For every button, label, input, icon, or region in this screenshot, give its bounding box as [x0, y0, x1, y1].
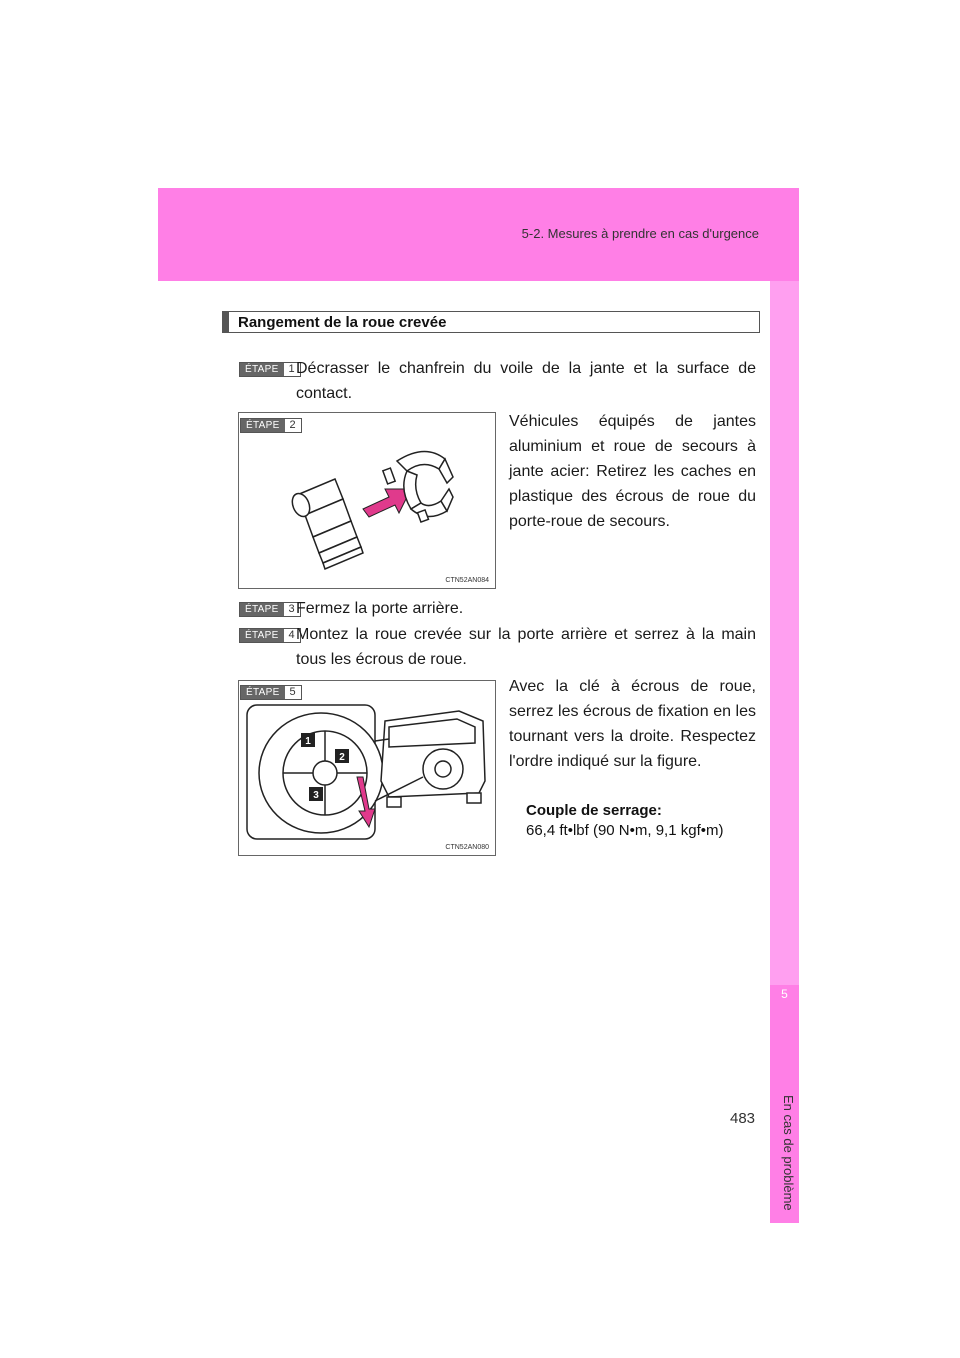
spare-tire-illustration: [239, 681, 495, 855]
section-bar-accent: [223, 312, 229, 332]
header-section-title: 5-2. Mesures à prendre en cas d'urgence: [521, 226, 759, 241]
step-badge-1: [239, 362, 301, 377]
section-title: Rangement de la roue crevée: [238, 314, 447, 331]
wheel-nut-cap-illustration: [239, 413, 495, 588]
step-badge-label: ÉTAPE: [241, 686, 285, 699]
chapter-number: 5: [781, 987, 788, 1001]
figure-step-2: [238, 412, 496, 589]
step-badge-label: ÉTAPE: [240, 363, 284, 376]
chapter-side-tab: [770, 281, 799, 1211]
step-badge-label: ÉTAPE: [240, 629, 284, 642]
step-badge-number: 5: [285, 686, 301, 699]
callout-1: 1: [305, 736, 311, 747]
step-2-text: Véhicules équipés de jantes aluminium et roue de secours à jante acier: Retirez les caches en plastique des écrous de roue du porte-roue de secours.: [509, 413, 756, 530]
figure-step-5: [238, 680, 496, 856]
figure-code: CTN52AN084: [445, 577, 489, 584]
header-band: [158, 188, 799, 281]
step-badge-4: [239, 628, 301, 643]
step-3-text: Fermez la porte arrière.: [296, 600, 464, 617]
step-badge-label: ÉTAPE: [240, 603, 284, 616]
callout-3: 3: [313, 790, 319, 801]
step-badge-3: [239, 602, 301, 617]
torque-value: 66,4 ft•lbf (90 N•m, 9,1 kgf•m): [526, 822, 724, 839]
step-badge-number: 2: [285, 419, 301, 432]
step-5-text: Avec la clé à écrous de roue, serrez les écrous de fixation en les tournant vers la droite. Respectez l'ordre indiqué sur la figure.: [509, 678, 756, 770]
torque-label: Couple de serrage:: [526, 802, 662, 819]
page-number: 483: [730, 1110, 756, 1127]
step-badge-number: 1: [284, 363, 300, 376]
step-badge-label: ÉTAPE: [241, 419, 285, 432]
step-badge-number: 3: [284, 603, 300, 616]
section-title-bar: [222, 311, 760, 333]
chapter-title: En cas de problème: [781, 1095, 796, 1211]
figure-code: CTN52AN080: [445, 844, 489, 851]
callout-2: 2: [339, 752, 345, 763]
step-1-text: Décrasser le chanfrein du voile de la jante et la surface de contact.: [296, 360, 756, 402]
step-badge-number: 4: [284, 629, 300, 642]
step-4-text: Montez la roue crevée sur la porte arrière et serrez à la main tous les écrous de roue.: [296, 626, 756, 668]
